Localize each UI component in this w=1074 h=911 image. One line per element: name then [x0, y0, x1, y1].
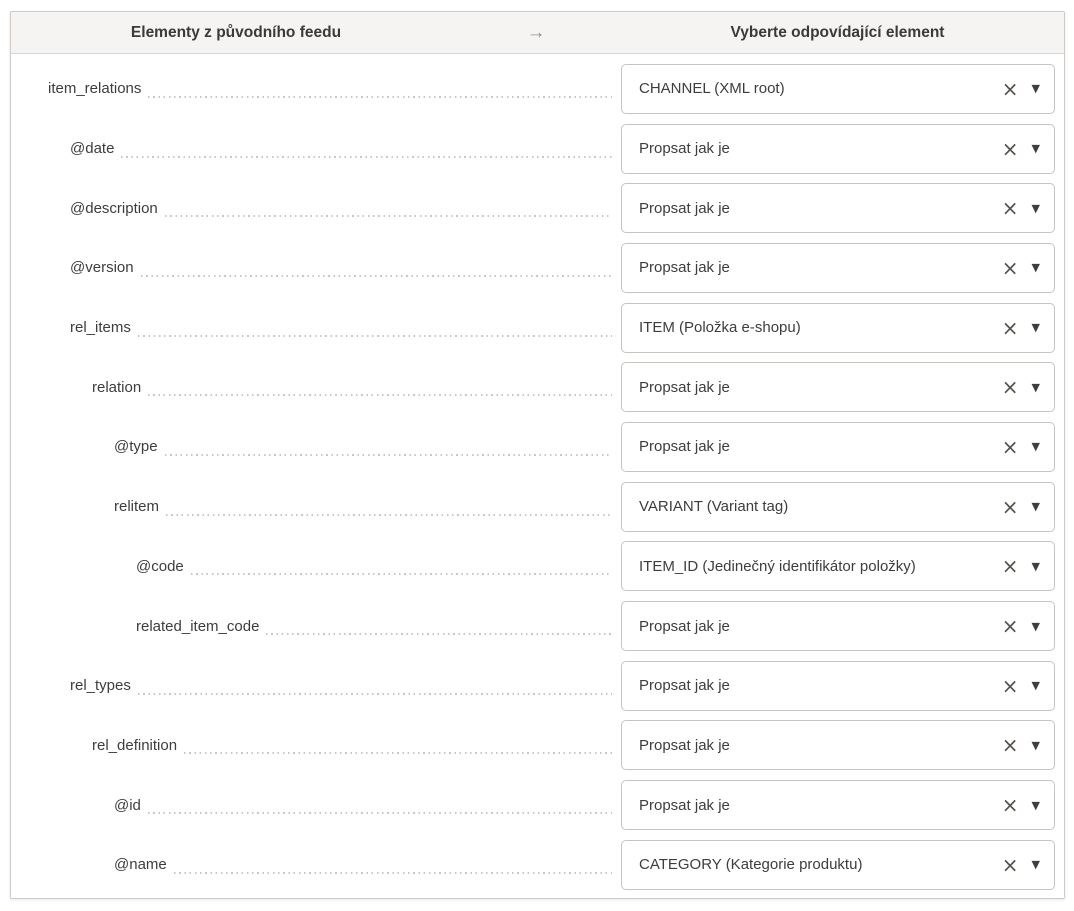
clear-icon[interactable]: ×	[1001, 614, 1019, 639]
target-element-select[interactable]	[621, 362, 1055, 412]
source-column-title: Elementy z původního feedu	[130, 23, 342, 41]
source-element-label: rel_definition	[92, 736, 178, 754]
dotted-leader	[121, 156, 612, 158]
selected-value: Propsat jak je	[639, 736, 730, 754]
chevron-down-icon[interactable]: ▼	[1031, 440, 1040, 454]
target-element-select[interactable]	[621, 601, 1055, 651]
chevron-down-icon[interactable]: ▼	[1031, 380, 1040, 394]
selected-value: Propsat jak je	[639, 677, 730, 695]
chevron-down-icon[interactable]: ▼	[1031, 201, 1040, 215]
mapping-row	[11, 835, 1064, 895]
mapping-row	[11, 178, 1064, 238]
target-element-select[interactable]	[621, 661, 1055, 711]
target-element-select[interactable]	[621, 720, 1055, 770]
feed-mapping-panel	[10, 11, 1065, 899]
mapping-row	[11, 656, 1064, 716]
dotted-leader	[184, 752, 612, 754]
dotted-leader	[138, 335, 612, 337]
chevron-down-icon[interactable]: ▼	[1031, 82, 1040, 96]
mapping-row	[11, 477, 1064, 537]
source-element-label: relitem	[114, 498, 160, 516]
mapping-row	[11, 716, 1064, 776]
chevron-down-icon[interactable]: ▼	[1031, 679, 1040, 693]
mapping-row	[11, 119, 1064, 179]
chevron-down-icon[interactable]: ▼	[1031, 559, 1040, 573]
dotted-leader	[148, 394, 612, 396]
chevron-down-icon[interactable]: ▼	[1031, 500, 1040, 514]
target-element-select[interactable]	[621, 124, 1055, 174]
source-element-label: @id	[114, 796, 141, 814]
mapping-row	[11, 596, 1064, 656]
dotted-leader	[174, 872, 612, 874]
mapping-header	[11, 12, 1064, 54]
source-element-label: @code	[136, 557, 184, 575]
source-element-label: @name	[114, 856, 167, 874]
clear-icon[interactable]: ×	[1001, 375, 1019, 400]
selected-value: ITEM_ID (Jedinečný identifikátor položky)	[639, 557, 916, 575]
selected-value: Propsat jak je	[639, 796, 730, 814]
selected-value: CATEGORY (Kategorie produktu)	[639, 856, 863, 874]
clear-icon[interactable]: ×	[1001, 852, 1019, 877]
selected-value: Propsat jak je	[639, 140, 730, 158]
clear-icon[interactable]: ×	[1001, 434, 1019, 459]
chevron-down-icon[interactable]: ▼	[1031, 142, 1040, 156]
mapping-row	[11, 59, 1064, 119]
chevron-down-icon[interactable]: ▼	[1031, 321, 1040, 335]
target-element-select[interactable]	[621, 422, 1055, 472]
mapping-row	[11, 238, 1064, 298]
dotted-leader	[148, 812, 612, 814]
chevron-down-icon[interactable]: ▼	[1031, 858, 1040, 872]
dotted-leader	[166, 514, 612, 516]
mapping-row	[11, 775, 1064, 835]
dotted-leader	[266, 633, 612, 635]
mapping-row	[11, 357, 1064, 417]
clear-icon[interactable]: ×	[1001, 733, 1019, 758]
dotted-leader	[165, 454, 612, 456]
selected-value: Propsat jak je	[639, 259, 730, 277]
target-element-select[interactable]	[621, 840, 1055, 890]
target-element-select[interactable]	[621, 64, 1055, 114]
dotted-leader	[141, 275, 612, 277]
clear-icon[interactable]: ×	[1001, 76, 1019, 101]
target-element-select[interactable]	[621, 482, 1055, 532]
chevron-down-icon[interactable]: ▼	[1031, 798, 1040, 812]
selected-value: Propsat jak je	[639, 199, 730, 217]
header-arrow-cell	[461, 22, 611, 44]
arrow-right-icon: →	[526, 21, 546, 43]
chevron-down-icon[interactable]: ▼	[1031, 261, 1040, 275]
source-element-label: rel_types	[70, 677, 131, 695]
selected-value: VARIANT (Variant tag)	[639, 498, 789, 516]
mapping-rows-container	[11, 54, 1064, 900]
clear-icon[interactable]: ×	[1001, 315, 1019, 340]
target-element-select[interactable]	[621, 541, 1055, 591]
selected-value: CHANNEL (XML root)	[639, 80, 785, 98]
clear-icon[interactable]: ×	[1001, 494, 1019, 519]
source-element-label: @description	[70, 199, 158, 217]
mapping-row	[11, 298, 1064, 358]
selected-value: Propsat jak je	[639, 617, 730, 635]
clear-icon[interactable]: ×	[1001, 673, 1019, 698]
chevron-down-icon[interactable]: ▼	[1031, 738, 1040, 752]
mapping-row	[11, 537, 1064, 597]
source-element-label: relation	[92, 378, 142, 396]
dotted-leader	[191, 573, 612, 575]
clear-icon[interactable]: ×	[1001, 554, 1019, 579]
dotted-leader	[165, 215, 612, 217]
clear-icon[interactable]: ×	[1001, 793, 1019, 818]
dotted-leader	[148, 96, 612, 98]
selected-value: Propsat jak je	[639, 378, 730, 396]
target-element-select[interactable]	[621, 183, 1055, 233]
source-element-label: rel_items	[70, 319, 131, 337]
target-element-select[interactable]	[621, 780, 1055, 830]
source-element-label: @date	[70, 140, 115, 158]
target-column-title: Vyberte odpovídající element	[730, 23, 945, 41]
source-element-label: related_item_code	[136, 617, 260, 635]
clear-icon[interactable]: ×	[1001, 136, 1019, 161]
dotted-leader	[138, 693, 612, 695]
selected-value: Propsat jak je	[639, 438, 730, 456]
source-element-label: @type	[114, 438, 158, 456]
chevron-down-icon[interactable]: ▼	[1031, 619, 1040, 633]
clear-icon[interactable]: ×	[1001, 255, 1019, 280]
source-element-label: @version	[70, 259, 134, 277]
clear-icon[interactable]: ×	[1001, 196, 1019, 221]
source-element-label: item_relations	[48, 80, 142, 98]
target-element-select[interactable]	[621, 303, 1055, 353]
target-element-select[interactable]	[621, 243, 1055, 293]
selected-value: ITEM (Položka e-shopu)	[639, 319, 801, 337]
mapping-row	[11, 417, 1064, 477]
